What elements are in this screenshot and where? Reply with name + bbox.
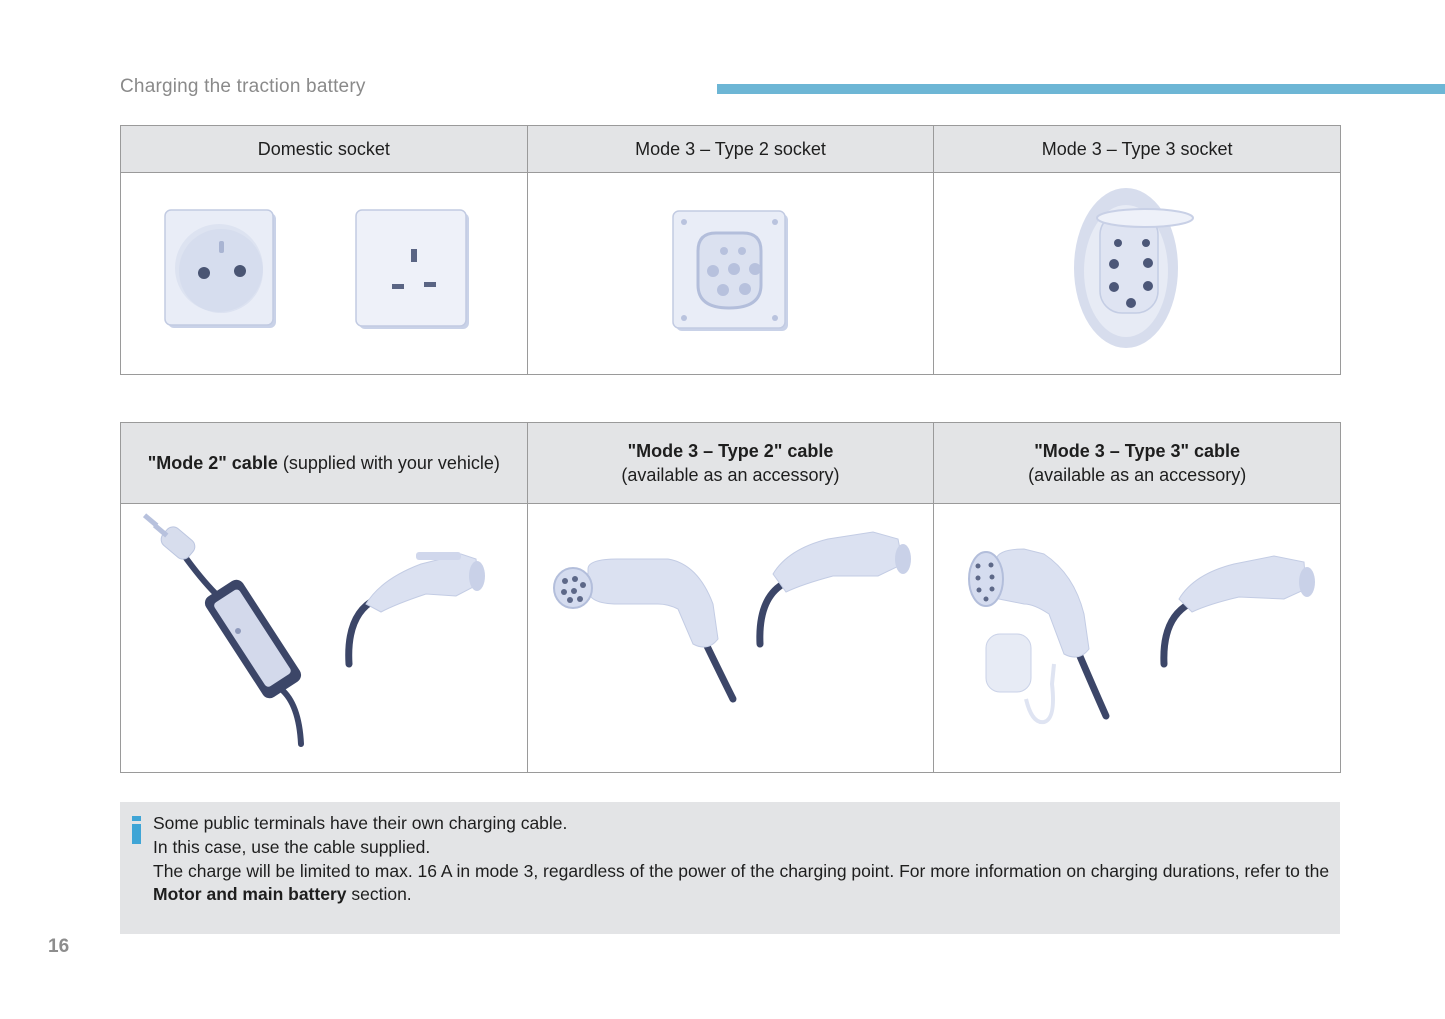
type2-cable-cell — [527, 504, 934, 773]
domestic-socket-cell — [121, 173, 528, 375]
info-box — [120, 802, 1340, 934]
header-type3-socket: Mode 3 – Type 3 socket — [934, 126, 1341, 173]
header-accent-bar — [717, 84, 1445, 94]
info-line-3 — [153, 860, 1333, 908]
type3-plug-icon — [969, 549, 1106, 722]
type3-socket-illustration — [934, 173, 1339, 374]
cable-table — [120, 422, 1341, 773]
type3-cable-title: "Mode 3 – Type 3" cable — [1034, 441, 1241, 461]
type2-socket-icon — [673, 211, 788, 331]
vehicle-connector-icon — [349, 552, 485, 664]
info-line-3-text: The charge will be limited to max. 16 A in mode 3, regardless of the power of the charging point. For more information on charging durations, refer to the — [153, 860, 1330, 881]
type2-cable-note: (available as an accessory) — [621, 465, 840, 485]
type2-connector-icon — [760, 532, 911, 644]
info-line-3-end: section. — [346, 884, 412, 905]
motor-battery-reference: Motor and main battery — [153, 884, 347, 905]
uk-socket-icon — [356, 210, 469, 329]
header-mode2-cable — [121, 423, 528, 504]
section-title: Charging the traction battery — [120, 76, 366, 97]
type2-cable-title: "Mode 3 – Type 2" cable — [627, 441, 834, 461]
info-line-2: In this case, use the cable supplied. — [153, 836, 431, 857]
info-line-1: Some public terminals have their own charging cable. — [153, 813, 568, 833]
type3-cable-cell — [934, 504, 1341, 773]
type3-cable-note: (available as an accessory) — [1028, 465, 1247, 485]
type2-plug-icon — [554, 559, 733, 699]
type3-socket-icon — [1074, 188, 1193, 348]
french-socket-icon — [165, 210, 276, 328]
header-type2-cable — [527, 423, 934, 504]
header-domestic-socket: Domestic socket — [121, 126, 528, 173]
mode2-cable-cell — [121, 504, 528, 773]
page-number: 16 — [48, 936, 70, 957]
type3-socket-cell — [934, 173, 1341, 375]
socket-table — [120, 125, 1341, 375]
mode2-cable-title: "Mode 2" cable — [147, 453, 278, 473]
info-icon — [132, 816, 141, 844]
type2-socket-cell — [527, 173, 934, 375]
type3-connector-icon — [1164, 556, 1315, 664]
header-type2-socket: Mode 3 – Type 2 socket — [527, 126, 934, 173]
header-type3-cable — [934, 423, 1341, 504]
type2-socket-illustration — [528, 173, 933, 374]
control-box-icon — [202, 577, 304, 702]
mode2-cable-note: (supplied with your vehicle) — [277, 453, 500, 473]
domestic-sockets-illustration — [121, 173, 526, 374]
info-text — [153, 812, 1333, 907]
type3-cable-illustration — [934, 504, 1339, 772]
type2-cable-illustration — [528, 504, 933, 772]
mode2-cable-illustration — [121, 504, 526, 772]
